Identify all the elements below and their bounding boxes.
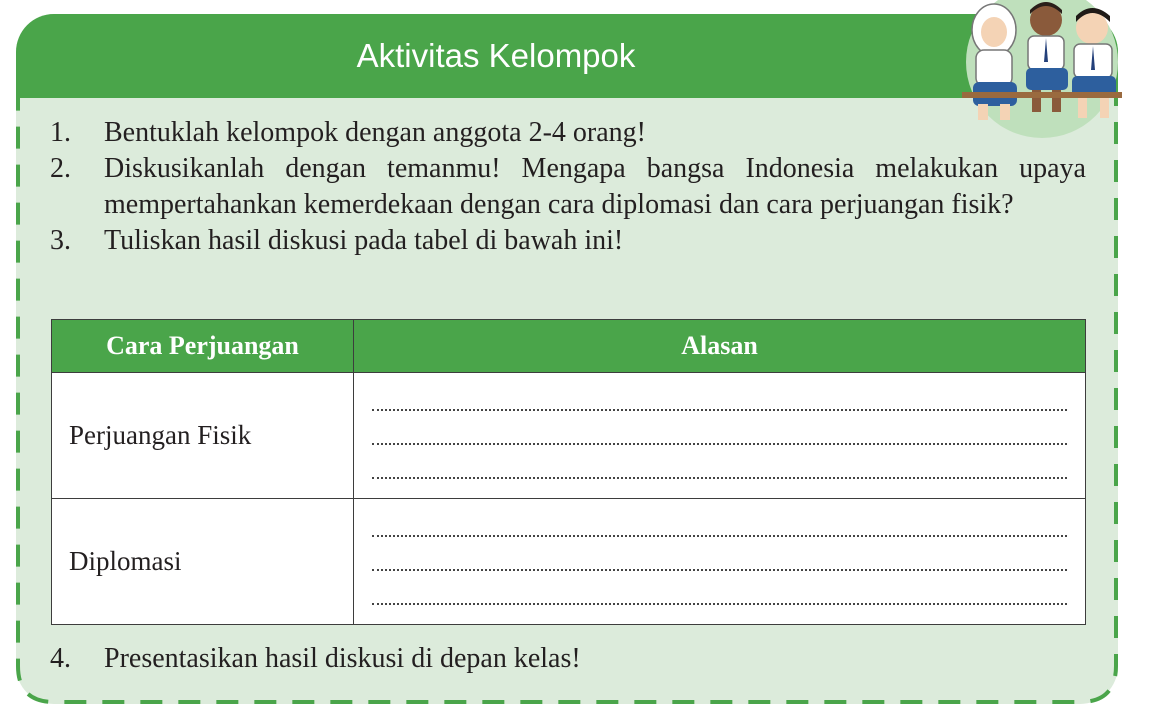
table-header-row xyxy=(52,320,1086,373)
item-number: 4. xyxy=(50,643,71,674)
dotted-answer-line xyxy=(372,385,1067,419)
table-row xyxy=(52,373,1086,499)
student-girl-icon xyxy=(972,4,1017,120)
instruction-item xyxy=(50,223,1086,259)
item-text: Diskusikanlah dengan temanmu! Mengapa bangsa Indonesia melakukan upaya mempertahankan kemerdekaan dengan cara diplomasi dan cara perjuangan fisik? xyxy=(104,153,1086,220)
item-text: Bentuklah kelompok dengan anggota 2-4 orang! xyxy=(104,117,646,148)
row-label: Perjuangan Fisik xyxy=(52,373,354,499)
dotted-answer-line xyxy=(372,545,1067,579)
activity-title: Aktivitas Kelompok xyxy=(356,37,636,74)
answer-cell[interactable] xyxy=(354,373,1086,499)
instruction-item xyxy=(50,641,1086,677)
dotted-answer-line xyxy=(372,511,1067,545)
instruction-list xyxy=(50,115,1086,259)
item-number: 1. xyxy=(50,117,71,148)
row-label: Diplomasi xyxy=(52,499,354,625)
item-text: Presentasikan hasil diskusi di depan kelas! xyxy=(104,643,581,674)
dotted-answer-line xyxy=(372,419,1067,453)
dotted-answer-line xyxy=(372,579,1067,613)
instruction-item xyxy=(50,151,1086,223)
answer-cell[interactable] xyxy=(354,499,1086,625)
discussion-table xyxy=(51,319,1086,625)
table-row xyxy=(52,499,1086,625)
instruction-item xyxy=(50,115,1086,151)
item-number: 3. xyxy=(50,225,71,256)
item-text: Tuliskan hasil diskusi pada tabel di bawah ini! xyxy=(104,225,624,256)
item-number: 2. xyxy=(50,153,71,184)
dotted-answer-line xyxy=(372,453,1067,487)
column-header-alasan: Alasan xyxy=(354,320,1086,373)
column-header-cara-perjuangan: Cara Perjuangan xyxy=(52,320,354,373)
